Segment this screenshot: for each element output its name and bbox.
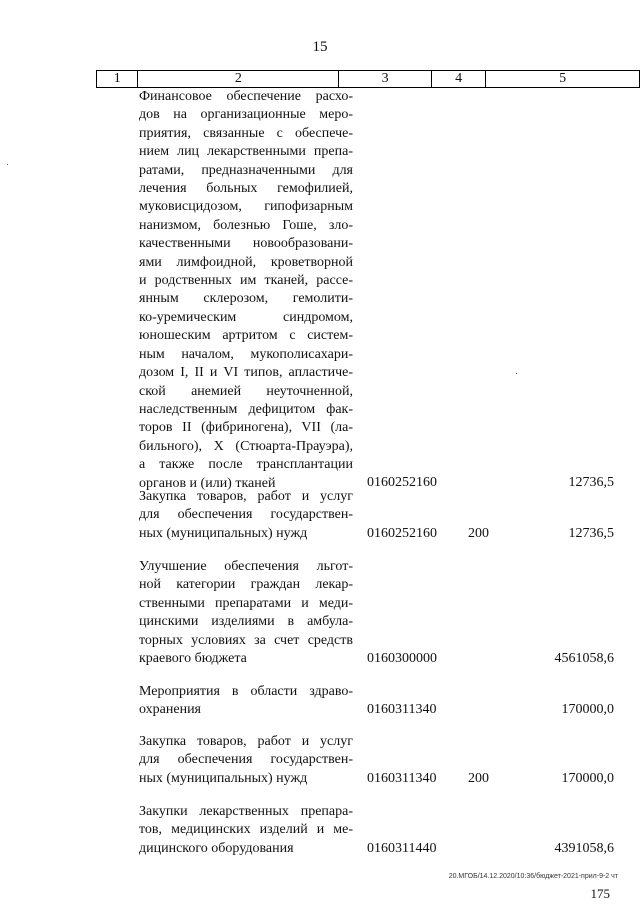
- row-description-line: ственными препаратами и меди-: [139, 595, 353, 611]
- row-description-line: нием лиц лекарственными препа-: [139, 144, 353, 160]
- footer-document-note: 20.МГОБ/14.12.2020/10:36/бюджет-2021-прил-9-2 чт: [448, 873, 618, 880]
- row-description-line: приятия, связанные с обеспече-: [139, 125, 353, 141]
- row-description-line: качественными новообразовани-: [139, 236, 353, 252]
- row-description-line: бильного), X (Стюарта-Прауэра),: [139, 438, 353, 454]
- column-header-row: [97, 71, 640, 88]
- row-description-line: дов на организационные меро-: [139, 107, 353, 123]
- row-target-code: 0160311340: [367, 770, 437, 786]
- row-description-line: и родственных им тканей, рассе-: [139, 273, 353, 289]
- row-description-line: дозом I, II и VI типов, апластиче-: [139, 365, 353, 381]
- row-description-line: Закупки лекарственных препара-: [139, 804, 353, 819]
- row-amount: 12736,5: [568, 525, 614, 541]
- row-description-line: краевого бюджета: [139, 651, 247, 667]
- column-header-2: 2: [138, 71, 339, 88]
- row-description-line: тов, медицинских изделий и ме-: [139, 822, 353, 838]
- row-amount: 4561058,6: [554, 651, 614, 666]
- row-target-code: 0160300000: [367, 651, 437, 666]
- row-description-line: дицинского оборудования: [139, 840, 294, 856]
- row-description: [139, 88, 353, 493]
- row-description-line: для обеспечения государствен-: [139, 507, 353, 523]
- row-description-line: торных условиях за счет средств: [139, 632, 353, 648]
- row-amount: 4391058,6: [554, 840, 614, 856]
- row-expense-type: 200: [468, 525, 489, 541]
- row-description: [139, 558, 353, 668]
- column-header-table: [96, 70, 640, 88]
- row-target-code: 0160311340: [367, 702, 437, 718]
- row-description-line: ями лимфоидной, кроветворной: [139, 254, 353, 270]
- scan-speck: [7, 164, 8, 165]
- row-description-line: лечения больных гемофилией,: [139, 181, 353, 197]
- row-description-line: юношеским артритом с систем-: [139, 328, 353, 344]
- row-description-line: а также после трансплантации: [139, 457, 353, 473]
- row-target-code: 0160252160: [367, 475, 437, 491]
- row-description: [139, 683, 353, 720]
- column-header-5: 5: [486, 71, 640, 88]
- row-description-line: охранения: [139, 702, 201, 718]
- row-description-line: ной категории граждан лекар-: [139, 577, 353, 593]
- row-description-line: Закупка товаров, работ и услуг: [139, 489, 353, 504]
- row-expense-type: 200: [468, 770, 489, 786]
- row-description-line: цинскими изделиями в амбула-: [139, 614, 353, 630]
- column-header-1: 1: [97, 71, 138, 88]
- row-description-line: ных (муниципальных) нужд: [139, 770, 308, 786]
- row-target-code: 0160252160: [367, 525, 437, 541]
- row-description-line: для обеспечения государствен-: [139, 752, 353, 768]
- row-description: [139, 733, 353, 788]
- column-header-4: 4: [431, 71, 485, 88]
- row-description-line: ратами, предназначенными для: [139, 162, 353, 178]
- row-target-code: 0160311440: [367, 840, 437, 856]
- row-description-line: Финансовое обеспечение расхо-: [139, 89, 353, 104]
- row-description-line: Закупка товаров, работ и услуг: [139, 734, 353, 749]
- scan-speck: [516, 373, 517, 374]
- row-description-line: торов II (фибриногена), VII (ла-: [139, 420, 353, 436]
- row-description-line: ской анемией неуточненной,: [139, 383, 353, 399]
- page-number-top: 15: [312, 39, 328, 55]
- row-description-line: янным склерозом, гемолити-: [139, 291, 353, 307]
- row-description-line: наследственным дефицитом фак-: [139, 401, 353, 417]
- row-amount: 170000,0: [561, 702, 614, 718]
- row-description-line: Мероприятия в области здраво-: [139, 684, 353, 699]
- row-description-line: нанизмом, болезнью Гоше, зло-: [139, 217, 353, 233]
- row-description-line: ных (муниципальных) нужд: [139, 525, 308, 541]
- column-header-3: 3: [339, 71, 431, 88]
- page-number-bottom: 175: [590, 886, 610, 901]
- row-amount: 12736,5: [568, 475, 614, 491]
- row-description: [139, 803, 353, 858]
- row-description: [139, 488, 353, 543]
- row-description-line: ным началом, мукополисахари-: [139, 346, 353, 362]
- row-description-line: Улучшение обеспечения льгот-: [139, 559, 353, 574]
- row-description-line: органов и (или) тканей: [139, 475, 276, 491]
- row-description-line: ко-уремическим синдромом,: [139, 309, 353, 325]
- row-description-line: муковисцидозом, гипофизарным: [139, 199, 353, 215]
- row-amount: 170000,0: [561, 770, 614, 786]
